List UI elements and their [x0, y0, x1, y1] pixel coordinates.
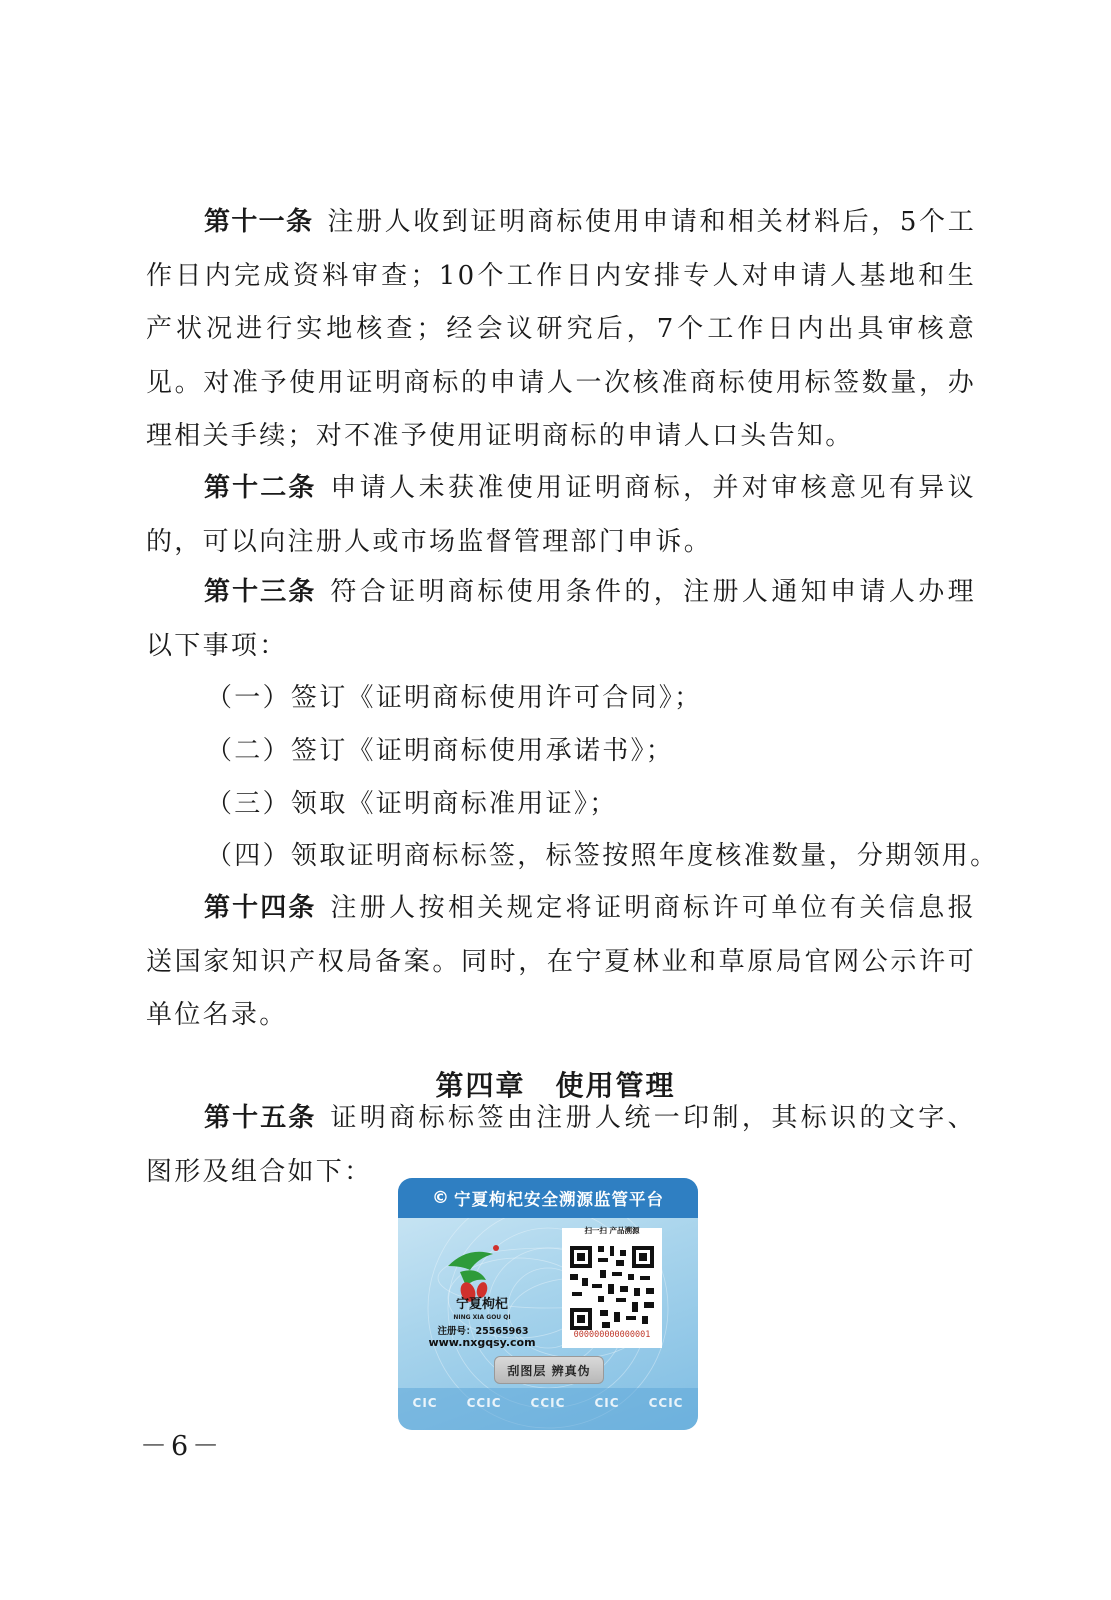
article-number: 第十三条 — [204, 577, 317, 607]
ccic-mark: CCIC — [648, 1396, 684, 1410]
chapter-heading: 第四章 使用管理 — [435, 1069, 676, 1102]
article-number: 第十二条 — [204, 473, 317, 503]
brand-pinyin: NING XIA GOU QI — [453, 1314, 511, 1321]
article-text: 符合证明商标使用条件的，注册人通知申请人办理以下事项： — [146, 577, 976, 661]
article-12 — [146, 462, 976, 569]
scratch-off-area: 刮图层 辨真伪 — [494, 1356, 604, 1384]
article-number: 第十四条 — [204, 893, 317, 923]
article-13 — [146, 566, 976, 673]
ccic-mark: CCIC — [466, 1396, 502, 1410]
ccic-mark: CIC — [594, 1396, 620, 1410]
trademark-label — [398, 1178, 698, 1430]
scan-prompt: 扫一扫 产品溯源 — [584, 1226, 640, 1235]
article-number: 第十一条 — [204, 207, 314, 237]
serial-number: 000000000000001 — [573, 1330, 651, 1340]
article-text: 注册人按相关规定将证明商标许可单位有关信息报送国家知识产权局备案。同时，在宁夏林业和草原局官网公示许可单位名录。 — [146, 893, 976, 1030]
ccic-mark: CCIC — [530, 1396, 566, 1410]
list-item-2: （二）签订《证明商标使用承诺书》； — [206, 736, 675, 766]
list-item-1: （一）签订《证明商标使用许可合同》； — [206, 683, 703, 713]
label-header-text: 宁夏枸杞安全溯源监管平台 — [454, 1190, 664, 1209]
list-item-4: （四）领取证明商标标签，标签按照年度核准数量，分期领用。 — [206, 841, 999, 871]
label-header — [398, 1178, 698, 1218]
article-text: 注册人收到证明商标使用申请和相关材料后，5个工作日内完成资料审查；10个工作日内安排专人对申请人基地和生产状况进行实地核查；经会议研究后，7个工作日内出具审核意见。对准予使用证明商标的申请人一次核准商标使用标签数量，办理相关手续；对不准予使用证明商标的申请人口头告知。 — [146, 207, 976, 451]
ccic-watermark-row — [398, 1396, 698, 1414]
ccic-mark: CIC — [412, 1396, 438, 1410]
article-text: 申请人未获准使用证明商标，并对审核意见有异议的，可以向注册人或市场监督管理部门申诉。 — [146, 473, 976, 557]
article-text: 证明商标标签由注册人统一印制，其标识的文字、图形及组合如下： — [146, 1103, 976, 1187]
brand-name: 宁夏枸杞 — [455, 1297, 508, 1312]
article-11 — [146, 196, 976, 464]
website-url: www.nxgqsy.com — [428, 1336, 536, 1349]
article-14 — [146, 882, 976, 1043]
registration-number: 注册号：25565963 — [437, 1326, 529, 1337]
list-item-3: （三）领取《证明商标准用证》； — [206, 789, 618, 819]
copyright-icon: © — [432, 1188, 450, 1208]
article-number: 第十五条 — [204, 1103, 317, 1133]
page-number: －6－ — [140, 1431, 224, 1462]
